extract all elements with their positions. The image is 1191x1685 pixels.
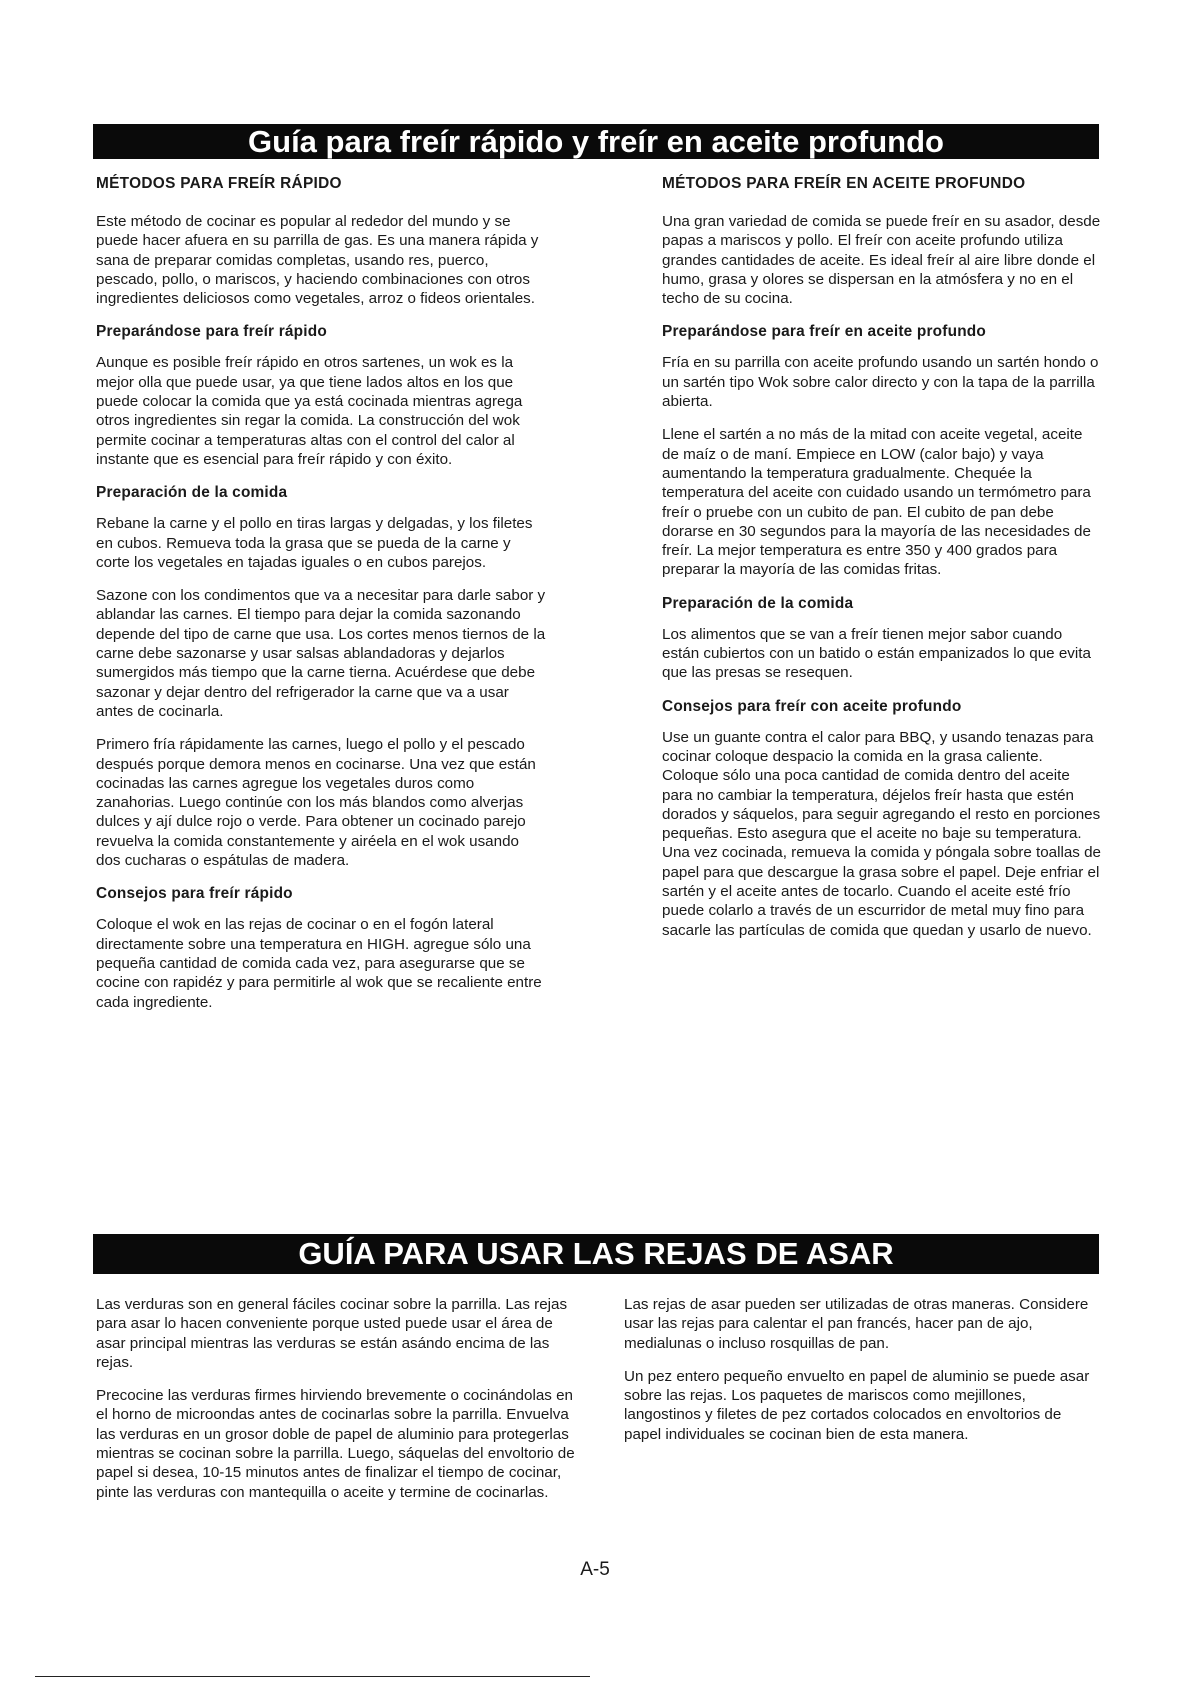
food-prep-subheading: Preparación de la comida <box>96 484 288 502</box>
food-prep-text-3: Primero fría rápidamente las carnes, luego el pollo y el pescado después porque demora menos en cocinarse. Una vez que están cocinadas las carnes agregue los vegetales duros como zanahorias. Luego continúe con los más blandos como alverjas dulces y ají dulce rojo o verde. Para obtener un cocinado parejo revuelva la comida constantemente y airéela en el wok usando dos cucharas o espátulas de madera. <box>96 736 536 870</box>
deep-fry-heading: MÉTODOS PARA FREÍR EN ACEITE PROFUNDO <box>662 175 1026 192</box>
section-title-frying: Guía para freír rápido y freír en aceite profundo <box>93 124 1099 159</box>
footer-rule <box>35 1676 590 1677</box>
stir-fry-tips-text: Coloque el wok en las rejas de cocinar o en el fogón lateral directamente sobre una temperatura en HIGH. agregue sólo una pequeña cantidad de comida cada vez, para asegurarse que se cocine con rapidéz y para permitirle al wok que se recaliente entre cada ingrediente. <box>96 916 542 1011</box>
deep-fry-prep-text-2: Llene el sartén a no más de la mitad con aceite vegetal, aceite de maíz o de maní. Empiece en LOW (calor bajo) y vaya aumentando la temperatura gradualmente. Chequée la temperatura del aceite con cuidado usando un termómetro para freír o pruebe con un cubito de pan. El cubito de pan debe dorarse en 30 segundos para la mayoría de las necesidades de freír. La mejor temperatura es entre 350 y 400 grados para preparar la mayoría de las comidas fritas. <box>662 426 1091 579</box>
deep-fry-food-prep-text: Los alimentos que se van a freír tienen mejor sabor cuando están cubiertos con un batido o están empanizados lo que evita que las presas se resequen. <box>662 625 1091 682</box>
deep-fry-food-prep-subheading: Preparación de la comida <box>662 594 854 612</box>
section-title-grill-racks: GUÍA PARA USAR LAS REJAS DE ASAR <box>93 1234 1099 1274</box>
stir-fry-tips-subheading: Consejos para freír rápido <box>96 885 293 903</box>
food-prep-text-1: Rebane la carne y el pollo en tiras largas y delgadas, y los filetes en cubos. Remueva toda la grasa que se pueda de la carne y corte los vegetales en tajadas iguales o en cubos parejos. <box>96 515 533 571</box>
deep-fry-tips-subheading: Consejos para freír con aceite profundo <box>662 697 962 715</box>
grill-racks-text-1: Las verduras son en general fáciles cocinar sobre la parrilla. Las rejas para asar lo hacen conveniente porque usted puede usar el área de asar principal mientras las verduras se están asándo encima de las rejas. <box>96 1296 568 1371</box>
deep-fry-prep-text-1: Fría en su parrilla con aceite profundo usando un sartén hondo o un sartén tipo Wok sobre calor directo y con la tapa de la parrilla abierta. <box>662 354 1099 411</box>
stir-fry-prep-subheading: Preparándose para freír rápido <box>96 323 327 341</box>
stir-fry-prep-text: Aunque es posible freír rápido en otros sartenes, un wok es la mejor olla que puede usar, ya que tiene lados altos en los que puede colocar la comida que ya está cocinada mientras agrega otros ingredientes sin regar la comida. La construcción del wok permite cocinar a temperaturas altas con el control del calor al instante que es esencial para freír rápido y con éxito. <box>96 354 523 468</box>
food-prep-text-2: Sazone con los condimentos que va a necesitar para darle sabor y ablandar las carnes. El tiempo para dejar la comida sazonando depende del tipo de carne que usa. Los cortes menos tiernos de la carne debe sazonarse y usar salsas ablandadoras y dejarlos sumergidos más tiempo que la carne tierna. Acuérdese que debe sazonar y dejar dentro del refrigerador la carne que va a usar antes de cocinarla. <box>96 587 546 720</box>
deep-fry-intro: Una gran variedad de comida se puede freír en su asador, desde papas a mariscos y pollo. El freír con aceite profundo utiliza grandes cantidades de aceite. Es ideal freír al aire libre donde el humo, grasa y olores se dispersan en la atmósfera y no en el techo de su cocina. <box>662 213 1101 308</box>
grill-racks-right-column <box>624 1295 1099 1458</box>
deep-fry-prep-subheading: Preparándose para freír en aceite profundo <box>662 323 986 341</box>
deep-fry-column <box>662 174 1102 954</box>
deep-fry-tips-text: Use un guante contra el calor para BBQ, y usando tenazas para cocinar coloque despacio la comida en la grasa caliente. Coloque sólo una poca cantidad de comida dentro del aceite para no cambiar la temperatura, déjelos freír hasta que estén dorados y sáquelos, para seguir agregando el resto en porciones pequeñas. Esto asegura que el aceite no baje su temperatura. Una vez cocinada, remueva la comida y póngala sobre toallas de papel para que descargue la grasa sobre el papel. Deje enfriar el sartén y el aceite antes de tocarlo. Cuando el aceite esté frío puede colarlo a través de un escurridor de metal muy fino para sacarle las partículas de comida que quedan y usarlo de nuevo. <box>662 728 1102 939</box>
stir-fry-intro: Este método de cocinar es popular al rededor del mundo y se puede hacer afuera en su parrilla de gas. Es una manera rápida y sana de preparar comidas completas, usando res, puerco, pescado, pollo, o mariscos, y haciendo combinaciones con otros ingredientes deliciosos como vegetales, arroz o fideos orientales. <box>96 213 539 308</box>
stir-fry-heading: MÉTODOS PARA FREÍR RÁPIDO <box>96 175 342 192</box>
page-number: A-5 <box>580 1559 610 1580</box>
stir-fry-column <box>96 174 546 1026</box>
grill-racks-text-4: Un pez entero pequeño envuelto en papel de aluminio se puede asar sobre las rejas. Los paquetes de mariscos como mejillones, langostinos y filetes de pez cortados colocados en envoltorios de papel individuales se cocinan bien de esta manera. <box>624 1367 1090 1443</box>
grill-racks-left-column <box>96 1295 576 1516</box>
grill-racks-text-3: Las rejas de asar pueden ser utilizadas de otras maneras. Considere usar las rejas para calentar el pan francés, hacer pan de ajo, medialunas o incluso rosquillas de pan. <box>624 1296 1089 1352</box>
grill-racks-text-2: Precocine las verduras firmes hirviendo brevemente o cocinándolas en el horno de microondas antes de cocinarlas sobre la parrilla. Envuelva las verduras en un grosor doble de papel de aluminio para protegerlas mientras se cocinan sobre la parrilla. Luego, sáquelas del envoltorio de papel si desea, 10-15 minutos antes de finalizar el tiempo de cocinar, pinte las verduras con mantequilla o aceite y termine de cocinarlas. <box>96 1387 575 1501</box>
